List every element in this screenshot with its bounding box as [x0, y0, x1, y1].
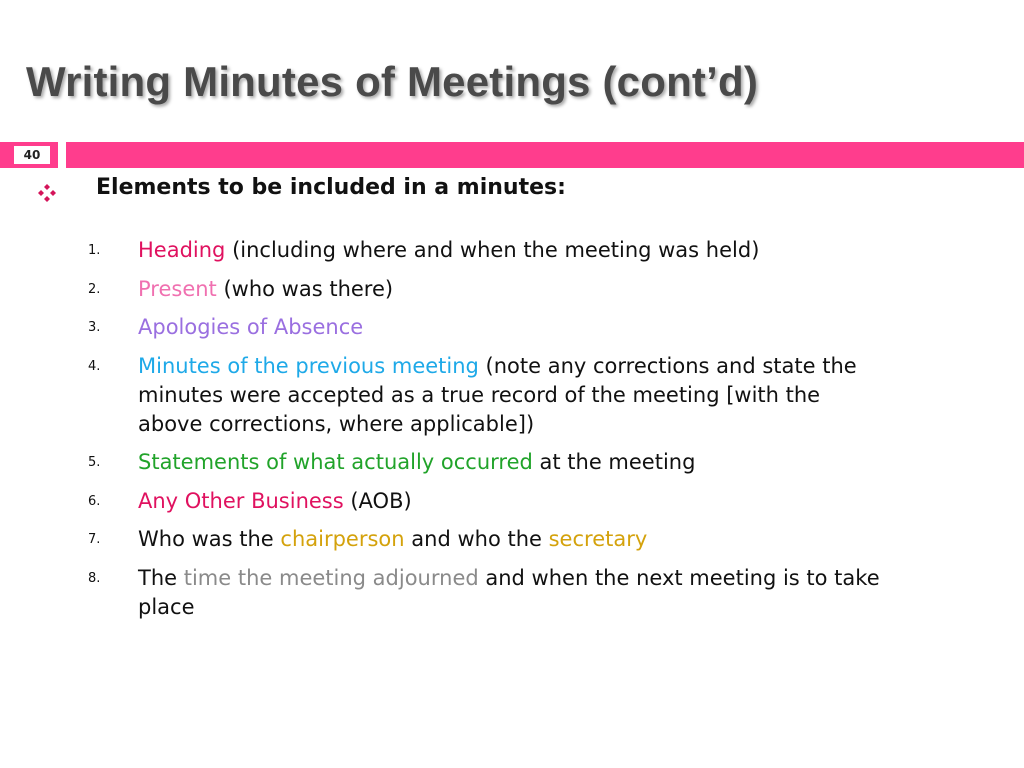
- item-number: 1.: [88, 243, 101, 258]
- list-item: [88, 448, 888, 477]
- list-item: [88, 487, 888, 516]
- item-rest: and when the next meeting is to take place: [138, 565, 880, 619]
- item-highlight: Minutes of the previous meeting: [138, 353, 479, 378]
- item-highlight: Any Other Business: [138, 488, 344, 513]
- item-number: 8.: [88, 570, 101, 586]
- list-item: [88, 313, 888, 342]
- item-highlight: Heading: [138, 238, 226, 262]
- section-heading: Elements to be included in a minutes:: [96, 175, 566, 200]
- item-text: [138, 275, 888, 304]
- list-item: [88, 275, 888, 304]
- list-item: [88, 525, 888, 554]
- item-text: [138, 564, 888, 622]
- item-rest: and who the: [404, 527, 549, 551]
- item-highlight-secondary: secretary: [548, 527, 648, 551]
- slide-title: Writing Minutes of Meetings (cont’d): [26, 58, 759, 105]
- item-highlight: chairperson: [280, 527, 405, 551]
- item-text: [138, 313, 888, 342]
- list-item: [88, 564, 888, 622]
- list-item: [88, 236, 888, 265]
- item-rest: (including where and when the meeting was held): [225, 238, 760, 262]
- item-rest: (note any corrections and state the minutes were accepted as a true record of the meeting [with the above corrections, where applicable]): [138, 353, 857, 436]
- item-highlight: Present: [138, 276, 217, 301]
- item-number: 5.: [88, 455, 101, 470]
- item-number: 2.: [88, 281, 101, 297]
- item-number: 7.: [88, 532, 101, 547]
- item-text: [138, 352, 888, 439]
- item-text: [138, 448, 888, 477]
- list-item: [88, 352, 888, 439]
- slide-number: 40: [14, 146, 50, 164]
- item-rest: (who was there): [216, 276, 394, 301]
- item-prefix: The: [138, 565, 184, 590]
- item-prefix: Who was the: [138, 527, 281, 551]
- accent-bar: [66, 142, 1024, 168]
- item-text: [138, 525, 888, 554]
- elements-list: [88, 236, 888, 631]
- item-highlight: time the meeting adjourned: [183, 565, 479, 590]
- four-diamond-bullet-icon: [37, 183, 57, 203]
- item-text: [138, 236, 888, 265]
- item-number: 3.: [88, 320, 101, 335]
- item-number: 6.: [88, 493, 101, 509]
- item-highlight: Statements of what actually occurred: [138, 450, 533, 474]
- item-number: 4.: [88, 358, 101, 374]
- item-rest: at the meeting: [532, 450, 696, 474]
- item-text: [138, 487, 888, 516]
- item-highlight: Apologies of Absence: [138, 315, 364, 339]
- item-rest: (AOB): [343, 488, 412, 513]
